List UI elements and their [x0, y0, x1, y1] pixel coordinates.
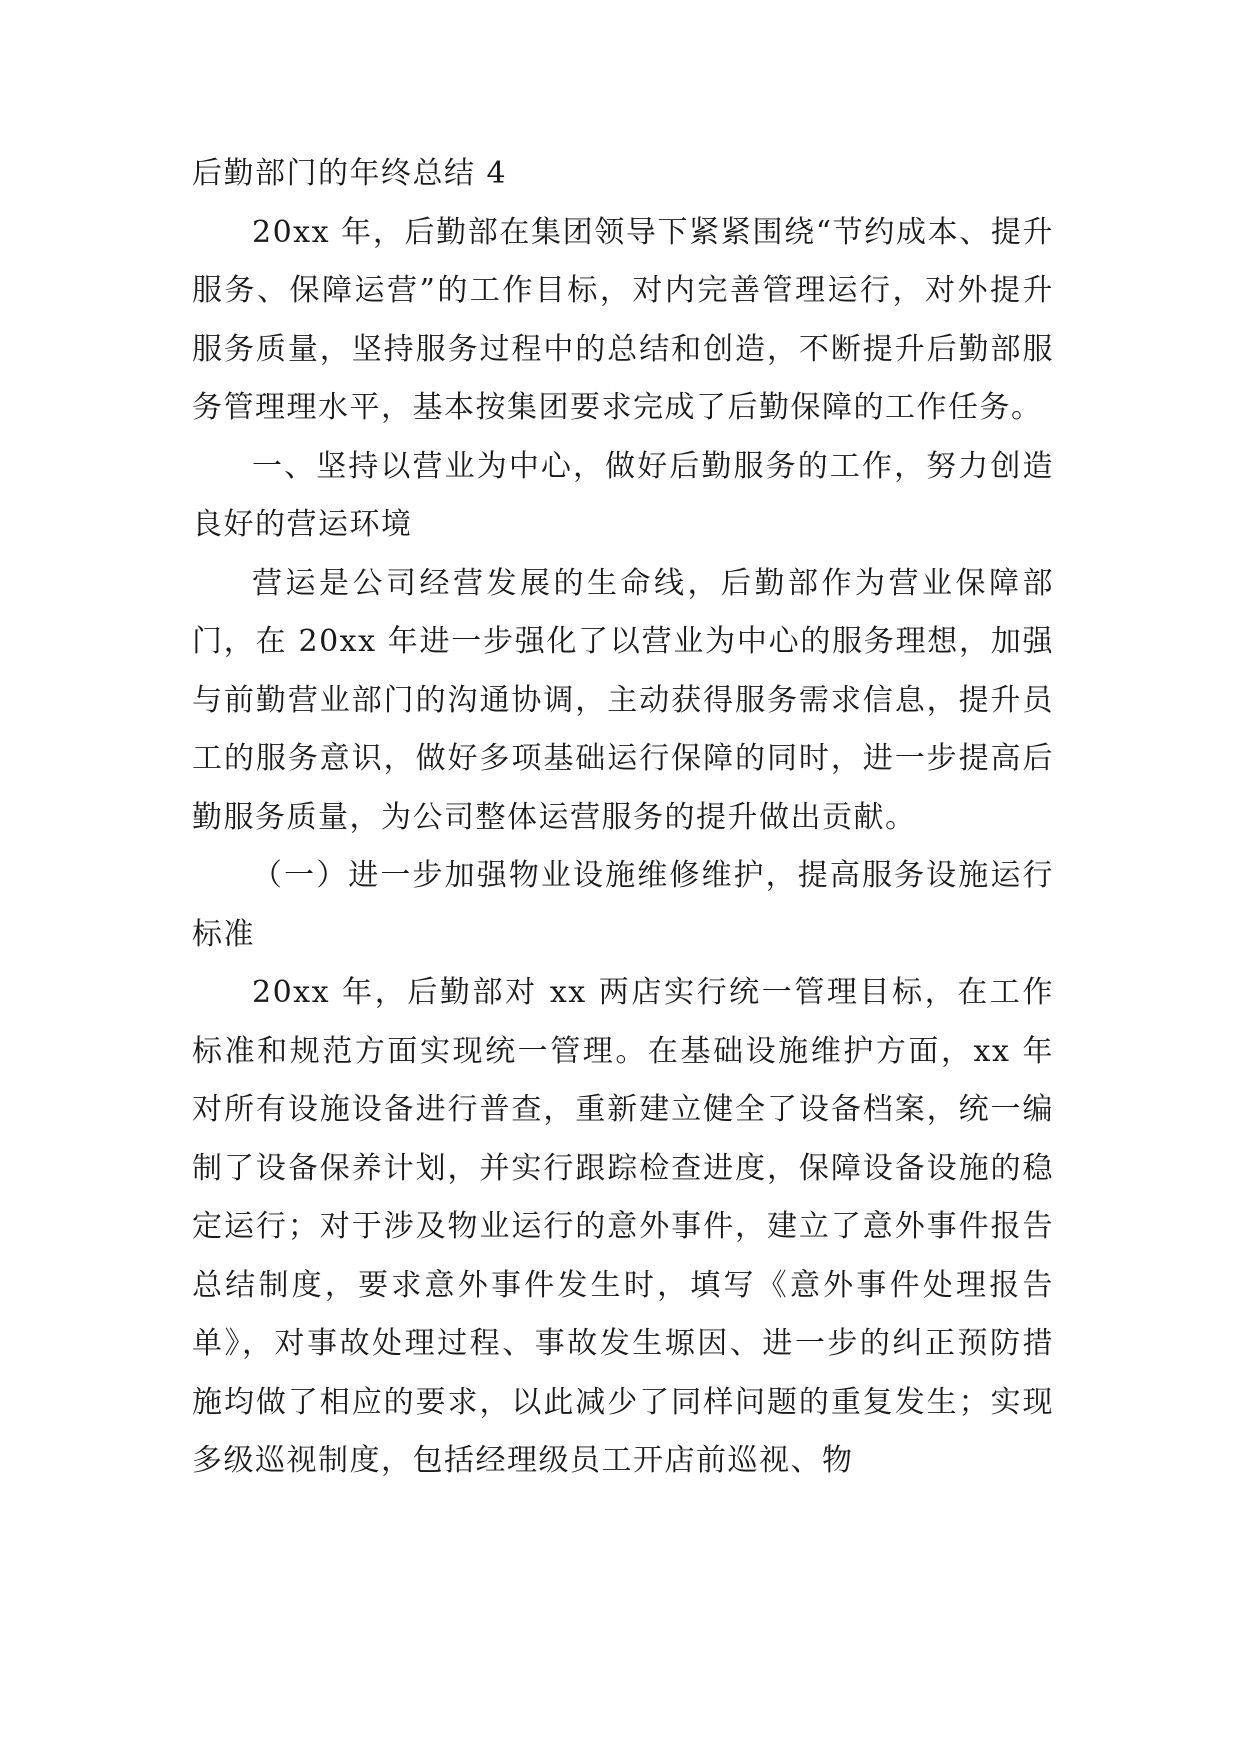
paragraph-intro: 20xx 年，后勤部在集团领导下紧紧围绕“节约成本、提升服务、保障运营”的工作目标，对内完善管理运行，对外提升服务质量，坚持服务过程中的总结和创造，不断提升后勤部服务管理理水平，基本按集团要求完成了后勤保障的工作任务。: [192, 214, 1054, 425]
subsection-heading-1: （一）进一步加强物业设施维修维护，提高服务设施运行标准: [192, 858, 1054, 952]
paragraph-operations: 营运是公司经营发展的生命线，后勤部作为营业保障部门，在 20xx 年进一步强化了以营业为中心的服务理想，加强与前勤营业部门的沟通协调，主动获得服务需求信息，提升员工的服务意识，做好多项基础运行保障的同时，进一步提高后勤服务质量，为公司整体运营服务的提升做出贡献。: [192, 565, 1054, 835]
document-body: [192, 145, 1054, 1491]
section-heading-1: 一、坚持以营业为中心，做好后勤服务的工作，努力创造良好的营运环境: [192, 448, 1054, 542]
document-title: 后勤部门的年终总结 4: [192, 156, 508, 191]
paragraph-facilities: 20xx 年，后勤部对 xx 两店实行统一管理目标，在工作标准和规范方面实现统一管理。在基础设施维护方面，xx 年对所有设施设备进行普查，重新建立健全了设备档案，统一编制了设备保养计划，并实行跟踪检查进度，保障设备设施的稳定运行；对于涉及物业运行的意外事件，建立了意外事件报告总结制度，要求意外事件发生时，填写《意外事件处理报告单》，对事故处理过程、事故发生塬因、进一步的纠正预防措施均做了相应的要求，以此减少了同样问题的重复发生；实现多级巡视制度，包括经理级员工开店前巡视、物: [192, 975, 1054, 1478]
